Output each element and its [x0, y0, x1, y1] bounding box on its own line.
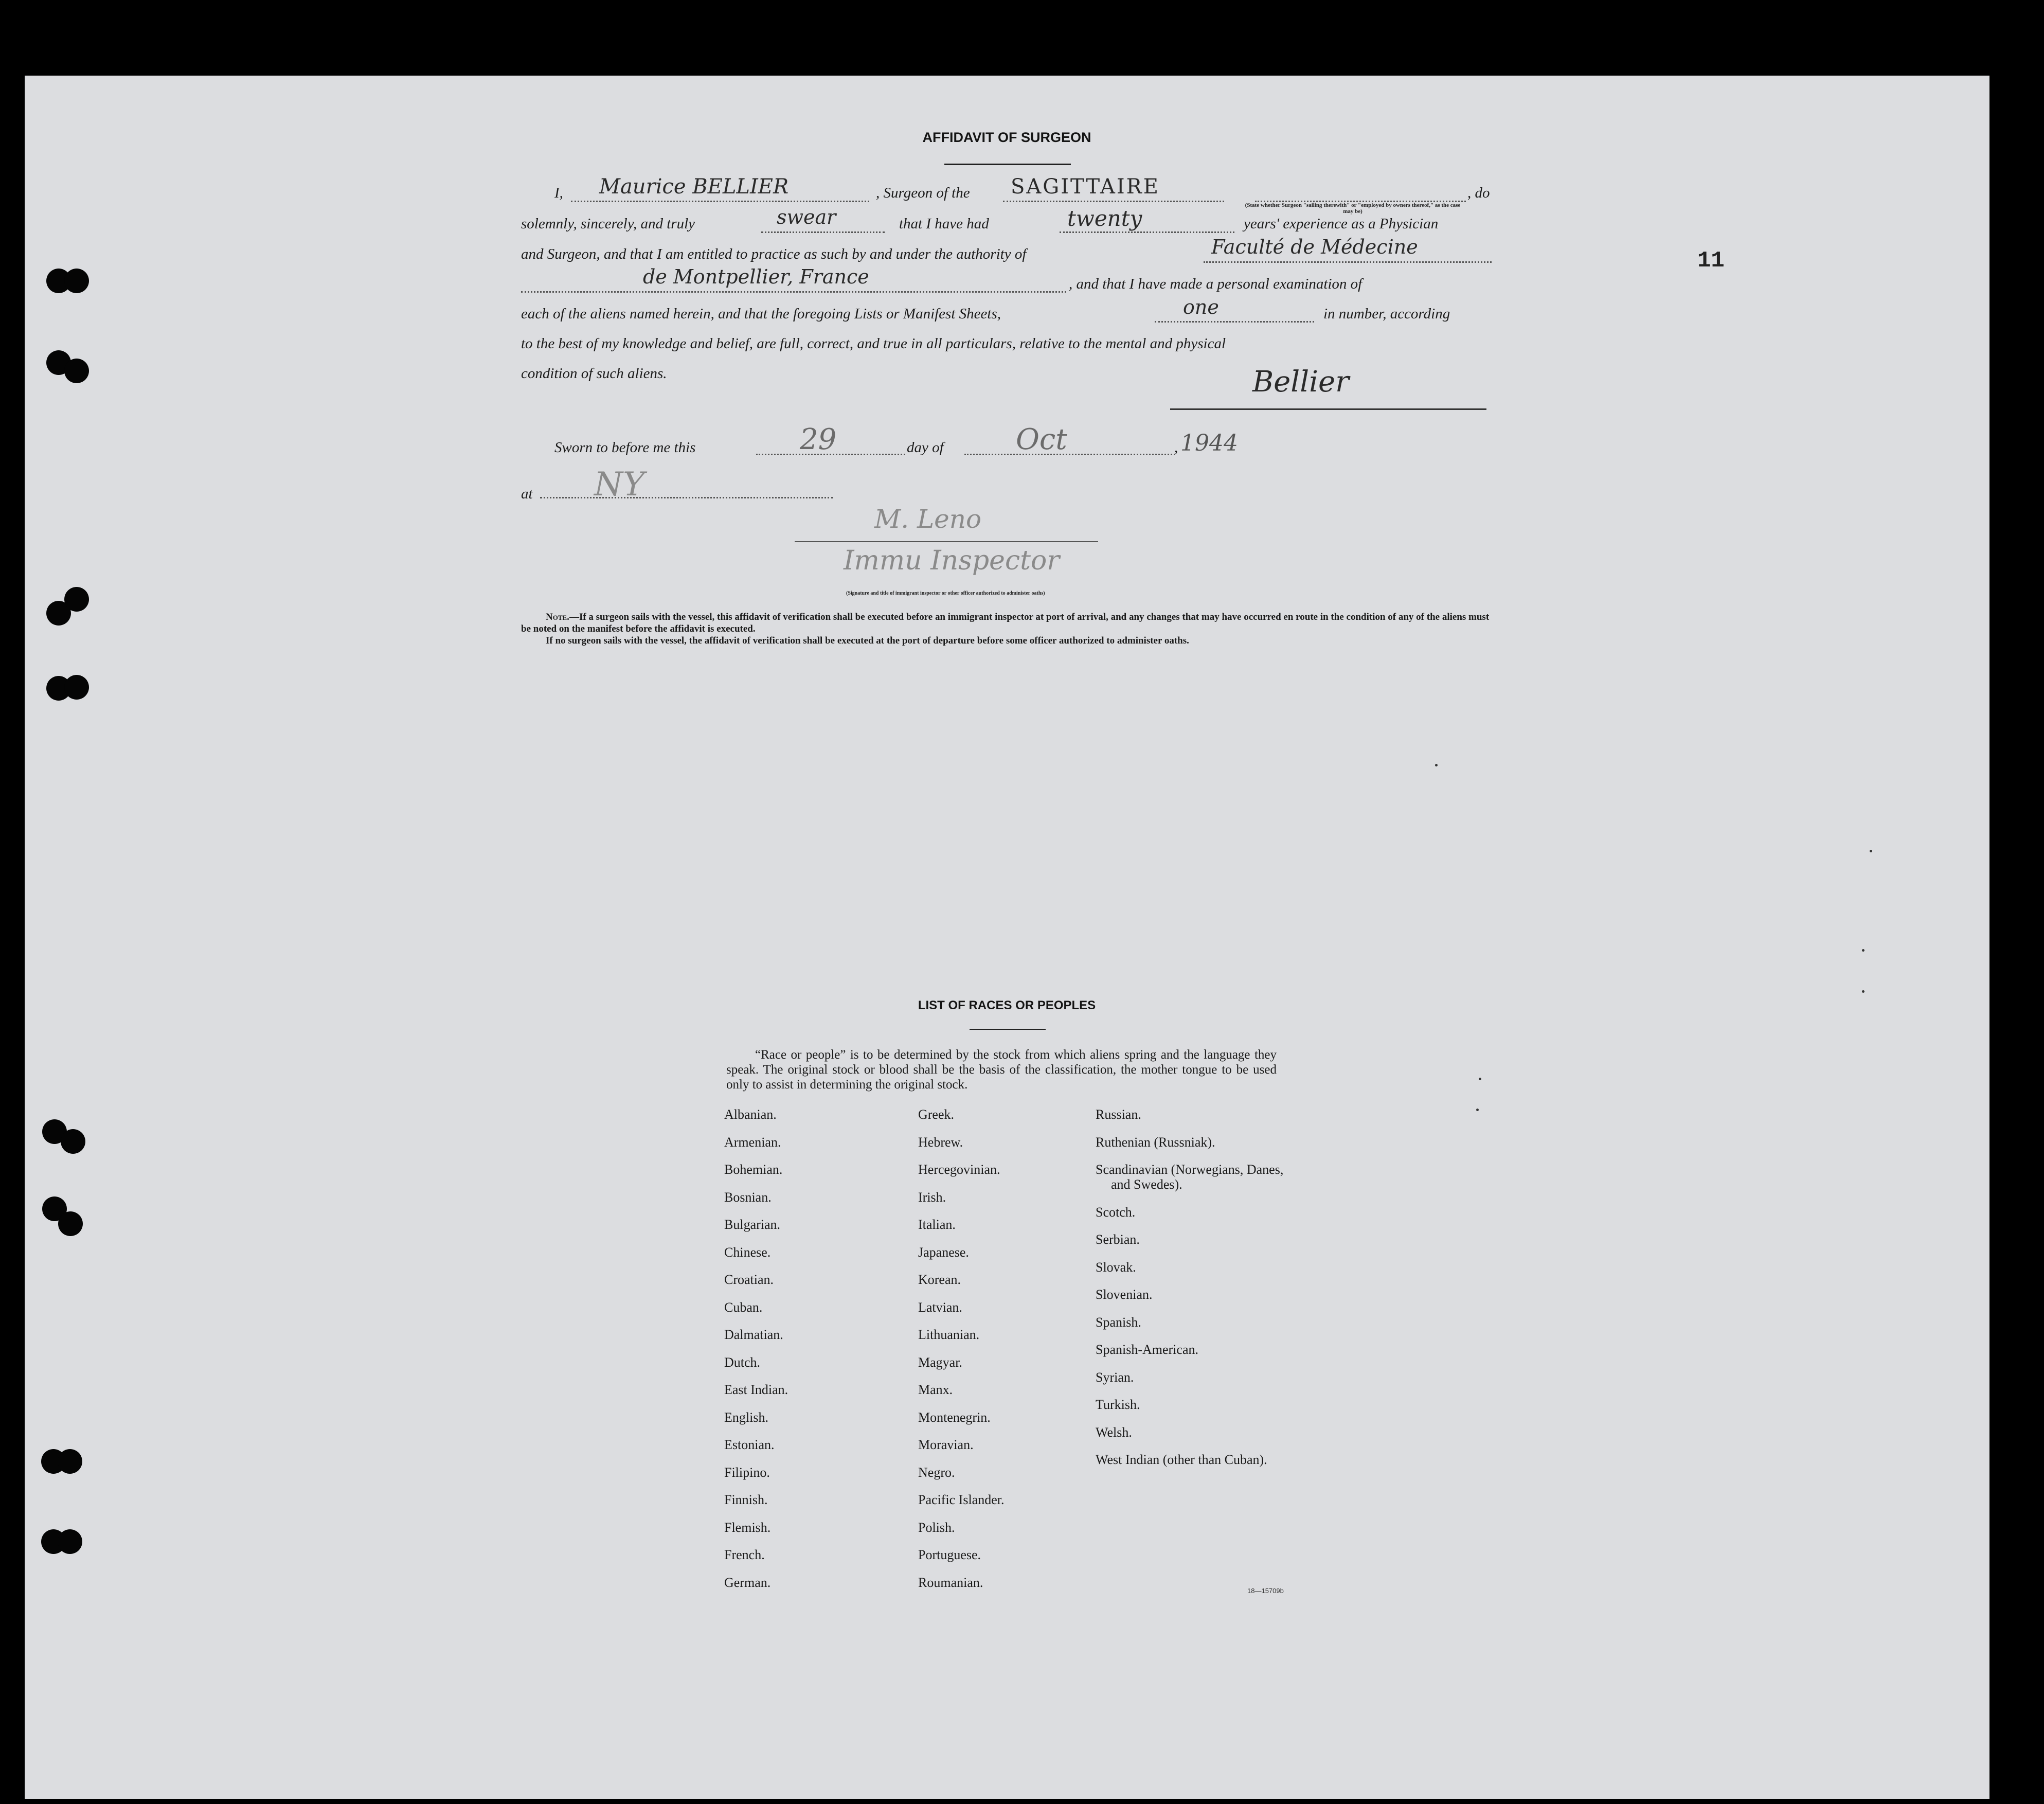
- officer-title: Immu Inspector: [844, 545, 1060, 576]
- binder-hole: [58, 1211, 83, 1236]
- races-title: LIST OF RACES OR PEOPLES: [918, 998, 1096, 1012]
- race-item: Spanish.: [1096, 1315, 1141, 1330]
- surgeon-signature: Bellier: [1252, 365, 1349, 399]
- scan-mark: [1479, 1078, 1481, 1080]
- race-item: Italian.: [918, 1217, 956, 1232]
- note-head: Note.: [546, 612, 569, 622]
- race-item: Scandinavian (Norwegians, Danes, and Swedes).: [1096, 1162, 1284, 1192]
- sworn-place: NY: [594, 466, 645, 504]
- race-item: Russian.: [1096, 1107, 1141, 1122]
- race-item: Slovak.: [1096, 1260, 1136, 1275]
- race-item: Turkish.: [1096, 1397, 1140, 1412]
- race-item: Korean.: [918, 1272, 961, 1287]
- race-item: Portuguese.: [918, 1547, 981, 1562]
- note-paragraph-1: [521, 611, 1492, 635]
- form-number: 18—15709b: [1247, 1587, 1284, 1595]
- race-item: East Indian.: [724, 1382, 788, 1397]
- race-item: Montenegrin.: [918, 1410, 991, 1425]
- race-item: Bohemian.: [724, 1162, 783, 1177]
- binder-hole: [64, 675, 89, 700]
- authority-blank-2: [521, 291, 1066, 293]
- race-item: Roumanian.: [918, 1575, 983, 1590]
- race-item: Lithuanian.: [918, 1327, 980, 1342]
- race-item: Filipino.: [724, 1465, 770, 1480]
- sworn-day-label: day of: [907, 439, 944, 456]
- surgeon-status-note: (State whether Surgeon "sailing therewith" or "employed by owners thereof," as the case may be): [1245, 202, 1461, 215]
- race-item: Japanese.: [918, 1245, 969, 1260]
- authority-1: Faculté de Médecine: [1211, 236, 1418, 258]
- sworn-day: 29: [800, 423, 837, 456]
- race-item: Hebrew.: [918, 1135, 963, 1150]
- at-label: at: [521, 486, 533, 502]
- scan-mark: [1870, 850, 1872, 852]
- scan-mark: [1476, 1109, 1479, 1111]
- race-item: Armenian.: [724, 1135, 781, 1150]
- race-item: Manx.: [918, 1382, 953, 1397]
- race-item: English.: [724, 1410, 768, 1425]
- race-item: Albanian.: [724, 1107, 777, 1122]
- race-item: Scotch.: [1096, 1205, 1136, 1220]
- sworn-year-prefix: ,: [1174, 439, 1178, 456]
- line5-pre: each of the aliens named herein, and that the foregoing Lists or Manifest Sheets,: [521, 306, 1001, 322]
- race-item: Dutch.: [724, 1355, 761, 1370]
- sworn-pre: Sworn to before me this: [554, 439, 696, 456]
- race-item: Polish.: [918, 1520, 955, 1535]
- line1-post: , do: [1467, 185, 1490, 201]
- name-blank: [571, 201, 869, 202]
- race-item: Welsh.: [1096, 1425, 1132, 1440]
- oath-blank: [761, 231, 885, 233]
- affidavit-line-7: condition of such aliens.: [521, 365, 667, 382]
- page-number: 11: [1697, 248, 1725, 274]
- binder-hole: [64, 359, 89, 383]
- scan-mark: [1435, 764, 1438, 766]
- race-item: German.: [724, 1575, 771, 1590]
- vessel-blank: [1003, 201, 1224, 202]
- sworn-month: Oct: [1016, 423, 1067, 456]
- years-blank: [1060, 231, 1234, 233]
- race-item: Chinese.: [724, 1245, 771, 1260]
- officer-signature: M. Leno: [874, 504, 982, 534]
- race-item: Bulgarian.: [724, 1217, 781, 1232]
- race-item: Irish.: [918, 1190, 946, 1205]
- race-item: Syrian.: [1096, 1370, 1134, 1385]
- races-title-underline: [970, 1029, 1046, 1030]
- scan-mark: [1862, 949, 1864, 952]
- race-item: Finnish.: [724, 1492, 768, 1507]
- race-item: Latvian.: [918, 1300, 962, 1315]
- line5-post: in number, according: [1323, 306, 1450, 322]
- race-item: Estonian.: [724, 1437, 775, 1452]
- race-item: Negro.: [918, 1465, 955, 1480]
- surgeon-signature-line: [1170, 408, 1486, 410]
- races-intro: “Race or people” is to be determined by the stock from which aliens spring and the language they speak. The original stock or blood shall be the basis of the classification, the mother tongue to be used only to assist in determining the original stock.: [726, 1048, 1277, 1092]
- race-item: Flemish.: [724, 1520, 771, 1535]
- affidavit-title: AFFIDAVIT OF SURGEON: [922, 130, 1091, 145]
- line1-pre: I,: [554, 185, 563, 201]
- binder-hole: [64, 587, 89, 612]
- officer-sig-caption: (Signature and title of immigrant inspector or other officer authorized to administer oaths): [846, 591, 1045, 596]
- race-item: Bosnian.: [724, 1190, 772, 1205]
- race-item: Croatian.: [724, 1272, 774, 1287]
- line3-pre: and Surgeon, and that I am entitled to practice as such by and under the authority of: [521, 246, 1027, 262]
- line2-mid: that I have had: [899, 216, 989, 232]
- oath-word: swear: [777, 206, 836, 228]
- race-item: Moravian.: [918, 1437, 974, 1452]
- line4-post: , and that I have made a personal examination of: [1069, 276, 1362, 292]
- race-item: French.: [724, 1547, 765, 1562]
- race-item: Cuban.: [724, 1300, 763, 1315]
- binder-hole: [58, 1529, 82, 1554]
- race-item: Spanish-American.: [1096, 1342, 1199, 1357]
- scan-mark: [1862, 990, 1864, 993]
- line1-mid: , Surgeon of the: [876, 185, 970, 201]
- note-text-1: —If a surgeon sails with the vessel, this affidavit of verification shall be executed before an immigrant inspector at port of arrival, and any changes that may have occurred en route in the condition of any of the aliens must be noted on the manifest before the affidavit is executed.: [521, 612, 1490, 634]
- race-item: Greek.: [918, 1107, 955, 1122]
- race-item: Hercegovinian.: [918, 1162, 1000, 1177]
- authority-blank-1: [1204, 261, 1492, 263]
- place-blank: [540, 497, 833, 498]
- line2-pre: solemnly, sincerely, and truly: [521, 216, 695, 232]
- affidavit-line-6: to the best of my knowledge and belief, are full, correct, and true in all particulars, relative to the mental and physical: [521, 335, 1226, 352]
- race-item: Dalmatian.: [724, 1327, 783, 1342]
- binder-hole: [61, 1129, 85, 1154]
- race-item: West Indian (other than Cuban).: [1096, 1452, 1267, 1467]
- title-underline: [944, 164, 1071, 165]
- note-paragraph-2: If no surgeon sails with the vessel, the affidavit of verification shall be executed at the port of departure before some officer authorized to administer oaths.: [546, 635, 1189, 646]
- affidavit-note: [521, 611, 1492, 647]
- surgeon-name: Maurice BELLIER: [599, 175, 789, 199]
- authority-2: de Montpellier, France: [643, 265, 869, 288]
- line2-post: years' experience as a Physician: [1244, 216, 1439, 232]
- sheets-blank: [1155, 321, 1314, 323]
- sworn-year: 1944: [1180, 430, 1238, 456]
- officer-sig-line: [795, 541, 1098, 542]
- binder-hole: [58, 1449, 82, 1474]
- month-blank: [964, 454, 1175, 455]
- vessel-name: SAGITTAIRE: [1011, 175, 1160, 199]
- race-item: Magyar.: [918, 1355, 962, 1370]
- binder-hole: [64, 269, 89, 293]
- years-word: twenty: [1067, 206, 1142, 231]
- race-item: Pacific Islander.: [918, 1492, 1005, 1507]
- race-item: Serbian.: [1096, 1232, 1140, 1247]
- race-item: Ruthenian (Russniak).: [1096, 1135, 1215, 1150]
- race-item: Slovenian.: [1096, 1287, 1153, 1302]
- sheets-count: one: [1183, 296, 1219, 318]
